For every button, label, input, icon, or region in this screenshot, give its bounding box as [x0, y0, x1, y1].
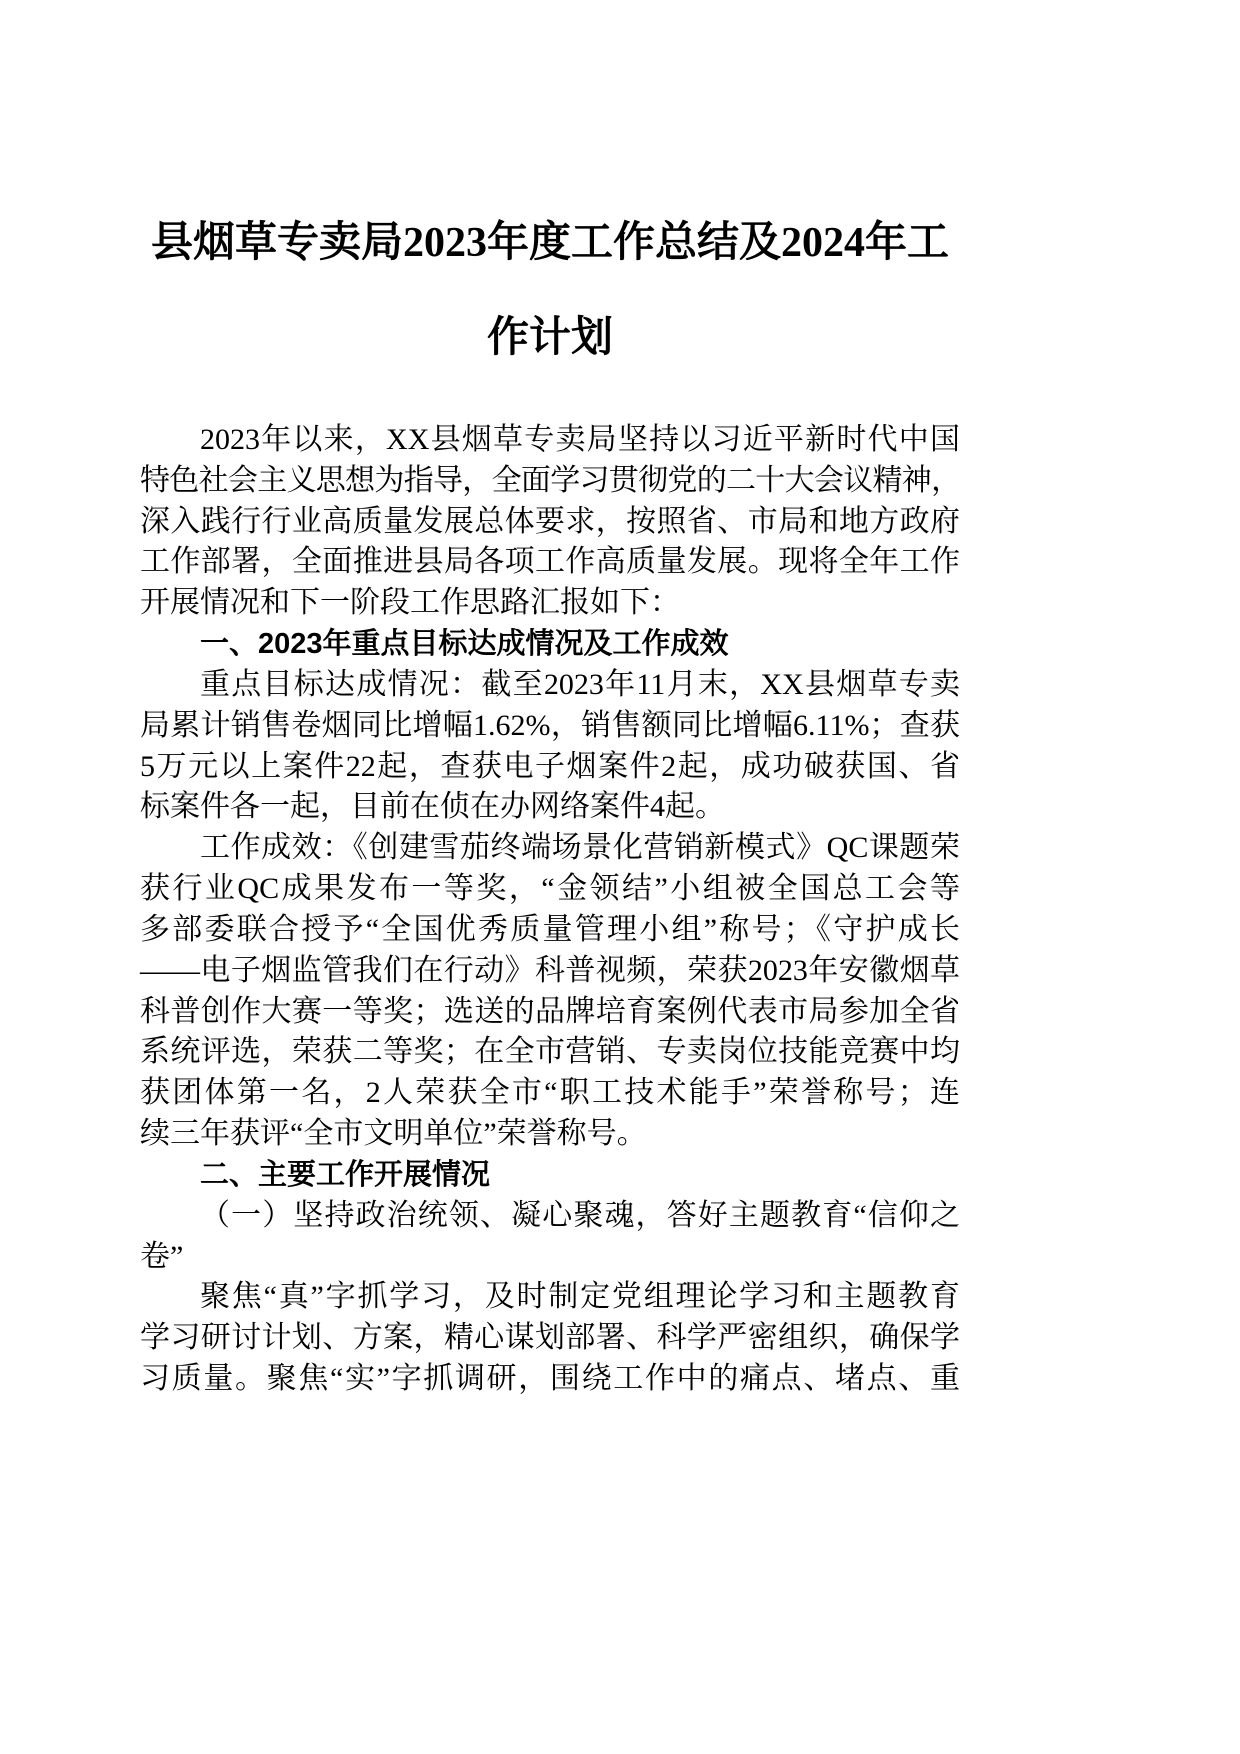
achievements-line: 获团体第一名，2人荣获全市“职工技术能手”荣誉称号；连 [140, 1076, 960, 1110]
intro-line: 深入践行行业高质量发展总体要求，按照省、市局和地方政府 [140, 504, 960, 538]
section-2-heading: 二、主要工作开展情况 [200, 1158, 491, 1191]
targets-line: 5万元以上案件22起，查获电子烟案件2起，成功破获国、省 [140, 749, 960, 783]
body-line: 聚焦“真”字抓学习，及时制定党组理论学习和主题教育 [200, 1280, 960, 1314]
document-title: 县烟草专卖局2023年度工作总结及2024年工作计划 [150, 220, 949, 361]
targets-line: 标案件各一起，目前在侦在办网络案件4起。 [140, 790, 725, 824]
achievements-line: 获行业QC成果发布一等奖，“金领结”小组被全国总工会等 [140, 872, 960, 906]
body-line: 学习研讨计划、方案，精心谋划部署、科学严密组织，确保学 [140, 1321, 960, 1355]
targets-paragraph [140, 665, 960, 828]
achievements-line: ——电子烟监管我们在行动》科普视频，荣获2023年安徽烟草 [140, 953, 960, 987]
achievements-line: 系统评选，荣获二等奖；在全市营销、专卖岗位技能竞赛中均 [140, 1035, 960, 1069]
achievements-paragraph [140, 828, 960, 1155]
subsection-1-heading [140, 1196, 960, 1278]
achievements-line: 工作成效：《创建雪茄终端场景化营销新模式》QC课题荣 [200, 831, 960, 865]
subsection-heading-line: （一）坚持政治统领、凝心聚魂，答好主题教育“信仰之 [200, 1198, 960, 1232]
intro-paragraph [140, 420, 960, 624]
targets-line: 重点目标达成情况：截至2023年11月末，XX县烟草专卖 [200, 667, 960, 701]
achievements-line: 科普创作大赛一等奖；选送的品牌培育案例代表市局参加全省 [140, 994, 960, 1028]
intro-line: 开展情况和下一阶段工作思路汇报如下： [140, 586, 680, 620]
body-line: 习质量。聚焦“实”字抓调研，围绕工作中的痛点、堵点、重 [140, 1362, 960, 1396]
document-body [140, 420, 960, 1400]
subsection-1-body [140, 1277, 960, 1399]
intro-line: 2023年以来，XX县烟草专卖局坚持以习近平新时代中国 [200, 423, 960, 456]
section-1-heading: 一、2023年重点目标达成情况及工作成效 [200, 628, 729, 661]
intro-line: 工作部署，全面推进县局各项工作高质量发展。现将全年工作 [140, 545, 960, 579]
achievements-line: 续三年获评“全市文明单位”荣誉称号。 [140, 1117, 647, 1151]
achievements-line: 多部委联合授予“全国优秀质量管理小组”称号；《守护成长 [140, 912, 960, 946]
intro-line: 特色社会主义思想为指导，全面学习贯彻党的二十大会议精神， [140, 463, 961, 497]
subsection-heading-line: 卷” [140, 1239, 184, 1273]
targets-line: 局累计销售卷烟同比增幅1.62%，销售额同比增幅6.11%；查获 [140, 708, 960, 742]
